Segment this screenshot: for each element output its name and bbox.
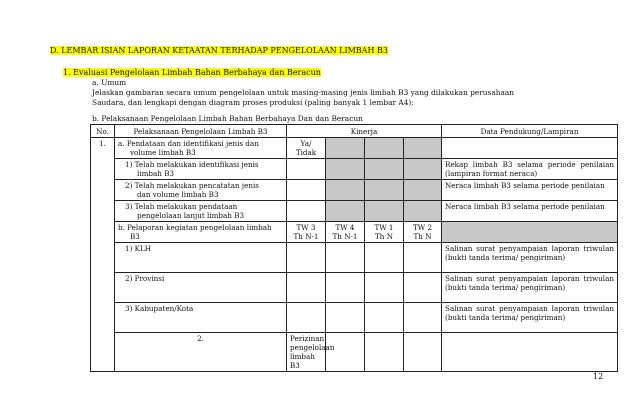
header-pelaksanaan: Pelaksanaan Pengelolaan Limbah B3 [115, 125, 287, 138]
cell-shaded [404, 201, 442, 222]
table-row [91, 138, 618, 159]
cell-shaded [365, 180, 404, 201]
cell-tw3: TW 3 Th N-1 [287, 222, 326, 243]
section-d-heading [50, 46, 388, 56]
cell-empty [326, 303, 365, 333]
table-row [91, 201, 618, 222]
cell-tw4: TW 4 Th N-1 [326, 222, 365, 243]
cell-shaded [442, 222, 618, 243]
cell-shaded [365, 159, 404, 180]
cell-empty [287, 243, 326, 273]
pengelolaan-lanjut-line2: pengelolaan lanjut limbah B3 [137, 211, 245, 220]
cell-salinan-provinsi: Salinan surat penyampaian laporan triwulan (bukti tanda terima/ pengiriman) [442, 273, 618, 303]
section-d-title: D. LEMBAR ISIAN LAPORAN KETAATAN TERHADAP PENGELOLAAN LIMBAH B3 [50, 46, 388, 55]
cell-shaded [404, 138, 442, 159]
cell-empty [404, 333, 442, 372]
cell-shaded [326, 180, 365, 201]
cell-empty [365, 303, 404, 333]
cell-provinsi: 2) Provinsi [115, 273, 287, 303]
cell-empty [365, 243, 404, 273]
table-row [91, 333, 618, 372]
cell-empty [365, 273, 404, 303]
cell-data-empty [442, 138, 618, 159]
cell-tw2: TW 2 Th N [404, 222, 442, 243]
table-row [91, 243, 618, 273]
cell-shaded [365, 138, 404, 159]
row-number-2: 2. [115, 333, 287, 372]
compliance-table [90, 124, 618, 372]
cell-empty [404, 303, 442, 333]
cell-shaded [326, 138, 365, 159]
cell-empty [287, 159, 326, 180]
cell-kabupaten: 3) Kabupaten/Kota [115, 303, 287, 333]
pencatatan-line1: 2) Telah melakukan pencatatan jenis [125, 181, 259, 190]
cell-empty [326, 333, 365, 372]
cell-empty [287, 273, 326, 303]
page-number: 12 [593, 372, 604, 381]
cell-pencatatan [115, 180, 287, 201]
subsection-1-title: 1. Evaluasi Pengelolaan Limbah Bahan Berbahaya dan Beracun [63, 68, 321, 77]
cell-empty [287, 180, 326, 201]
cell-shaded [326, 159, 365, 180]
table-header-row [91, 125, 618, 138]
item-a-umum: a. Umum [92, 78, 127, 87]
identifikasi-line1: 1) Telah melakukan identifikasi jenis [125, 160, 259, 169]
table-row [91, 180, 618, 201]
cell-shaded [326, 201, 365, 222]
pendataan-line2: volume limbah B3 [130, 148, 196, 157]
header-data-pendukung: Data Pendukung/Lampiran [442, 125, 618, 138]
cell-rekap-limbah: Rekap limbah B3 selama periode penilaian (lampiran format neraca) [442, 159, 618, 180]
pendataan-line1: a. Pendataan dan identifikasi jenis dan [118, 139, 259, 148]
cell-neraca-limbah-1: Neraca limbah B3 selama periode penilaian [442, 180, 618, 201]
item-a-paragraph-line2: Saudara, dan lengkapi dengan diagram proses produksi (paling banyak 1 lembar A4): [92, 98, 414, 107]
cell-empty [326, 243, 365, 273]
cell-shaded [365, 201, 404, 222]
cell-perizinan: Perizinan pengelolaan limbah B3 [287, 333, 326, 372]
cell-pendataan [115, 138, 287, 159]
item-a-paragraph-line1: Jelaskan gambaran secara umum pengelolaan untuk masing-masing jenis limbah B3 yang dilakukan perusahaan [92, 88, 515, 97]
cell-neraca-limbah-2: Neraca limbah B3 selama periode penilaian [442, 201, 618, 222]
cell-pengelolaan-lanjut [115, 201, 287, 222]
cell-klh: 1) KLH [115, 243, 287, 273]
cell-empty [404, 273, 442, 303]
cell-empty [287, 201, 326, 222]
cell-empty [365, 333, 404, 372]
cell-salinan-kabupaten: Salinan surat penyampaian laporan triwulan (bukti tanda terima/ pengiriman) [442, 303, 618, 333]
table-row [91, 273, 618, 303]
header-kinerja: Kinerja [287, 125, 442, 138]
cell-ya-tidak: Ya/ Tidak [287, 138, 326, 159]
cell-pelaporan [115, 222, 287, 243]
row-number-1: 1. [91, 138, 115, 372]
pencatatan-line2: dan volume limbah B3 [137, 190, 219, 199]
cell-empty [326, 273, 365, 303]
cell-identifikasi [115, 159, 287, 180]
table-row [91, 222, 618, 243]
cell-salinan-klh: Salinan surat penyampaian laporan triwulan (bukti tanda terima/ pengiriman) [442, 243, 618, 273]
item-b-title: b. Pelaksanaan Pengelolaan Limbah Bahan Berbahaya Dan dan Beracun [92, 114, 363, 123]
pelaporan-line1: b. Pelaporan kegiatan pengelolaan limbah [118, 223, 272, 232]
subsection-1-heading [63, 68, 321, 78]
pengelolaan-lanjut-line1: 3) Telah melakukan pendataan [125, 202, 238, 211]
table-row [91, 303, 618, 333]
cell-empty [287, 303, 326, 333]
cell-shaded [404, 159, 442, 180]
cell-tw1: TW 1 Th N [365, 222, 404, 243]
cell-empty [442, 333, 618, 372]
header-no: No. [91, 125, 115, 138]
identifikasi-line2: limbah B3 [137, 169, 175, 178]
cell-shaded [404, 180, 442, 201]
table-row [91, 159, 618, 180]
cell-empty [404, 243, 442, 273]
pelaporan-line2: B3 [130, 232, 140, 241]
